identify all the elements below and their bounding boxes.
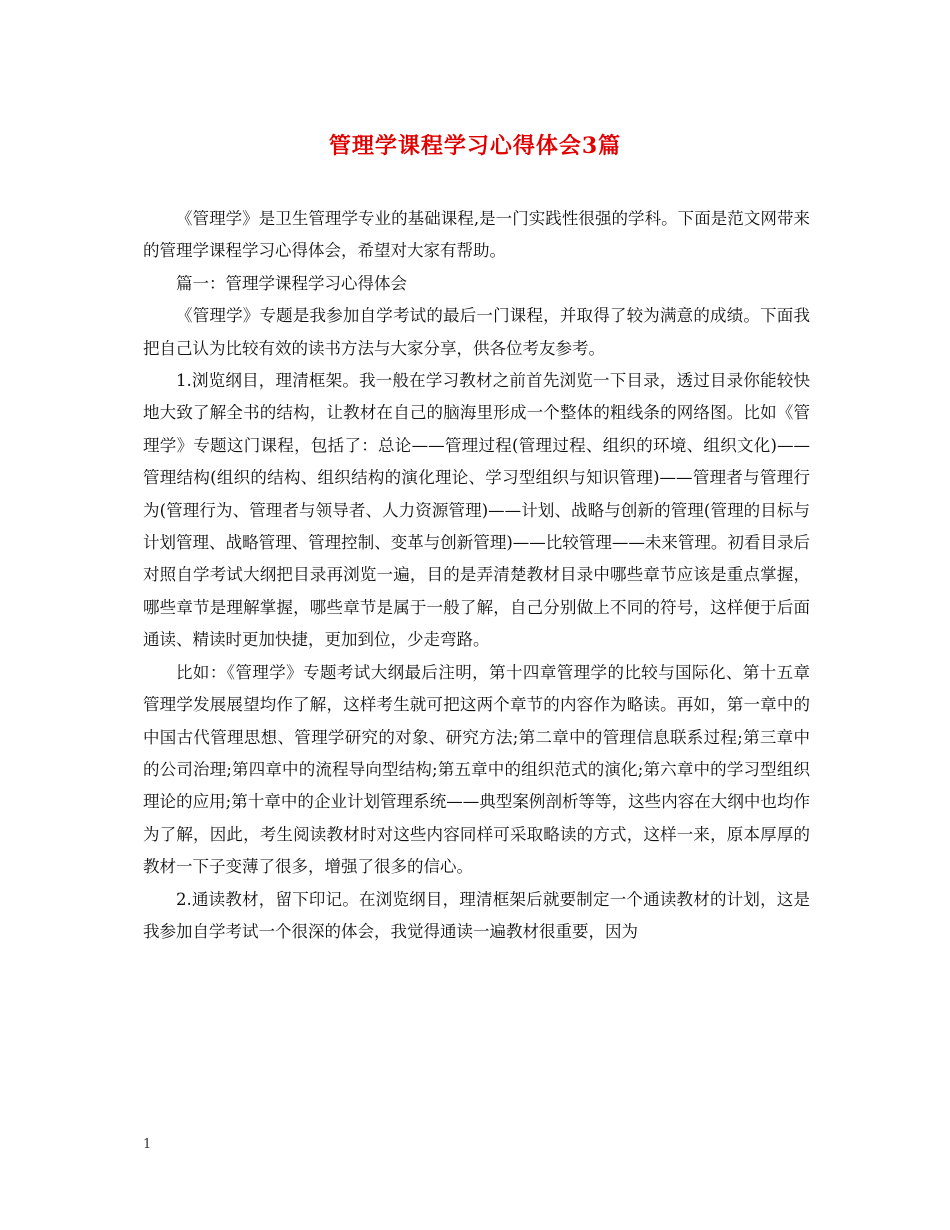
page-number: 1 [143,1137,152,1152]
paragraph-section-heading: 篇一：管理学课程学习心得体会 [176,273,407,293]
paragraph-opening: 《管理学》专题是我参加自学考试的最后一门课程，并取得了较为满意的成绩。下面我把自己认为比较有效的读书方法与大家分享，供各位考友参考。 [143,306,810,358]
paragraph-point-1: 1.浏览纲目，理清框架。我一般在学习教材之前首先浏览一下目录，透过目录你能较快地大致了解全书的结构，让教材在自己的脑海里形成一个整体的粗线条的网络图。比如《管理学》专题这门课程，包括了：总论——管理过程(管理过程、组织的环境、组织文化)——管理结构(组织的结构、组织结构的演化理论、学习型组织与知识管理)——管理者与管理行为(管理行为、管理者与领导者、人力资源管理)——计划、战略与创新的管理(管理的目标与计划管理、战略管理、管理控制、变革与创新管理)——比较管理——未来管理。初看目录后对照自学考试大纲把目录再浏览一遍，目的是弄清楚教材目录中哪些章节应该是重点掌握，哪些章节是理解掌握，哪些章节是属于一般了解，自己分别做上不同的符号，这样便于后面通读、精读时更加快捷，更加到位，少走弯路。 [143,371,810,650]
paragraph-point-2: 2.通读教材，留下印记。在浏览纲目，理清框架后就要制定一个通读教材的计划，这是我参加自学考试一个很深的体会，我觉得通读一遍教材很重要，因为 [143,889,810,941]
document-body [143,203,810,948]
paragraph-example: 比如：《管理学》专题考试大纲最后注明，第十四章管理学的比较与国际化、第十五章管理学发展展望均作了解，这样考生就可把这两个章节的内容作为略读。再如，第一章中的中国古代管理思想、管理学研究的对象、研究方法;第二章中的管理信息联系过程;第三章中的公司治理;第四章中的流程导向型结构;第五章中的组织范式的演化;第六章中的学习型组织理论的应用;第十章中的企业计划管理系统——典型案例剖析等等，这些内容在大纲中也均作为了解，因此，考生阅读教材时对这些内容同样可采取略读的方式，这样一来，原本厚厚的教材一下子变薄了很多，增强了很多的信心。 [143,662,810,877]
paragraph-intro: 《管理学》是卫生管理学专业的基础课程,是一门实践性很强的学科。下面是范文网带来的管理学课程学习心得体会，希望对大家有帮助。 [143,209,810,261]
document-title: 管理学课程学习心得体会3篇 [328,133,622,159]
